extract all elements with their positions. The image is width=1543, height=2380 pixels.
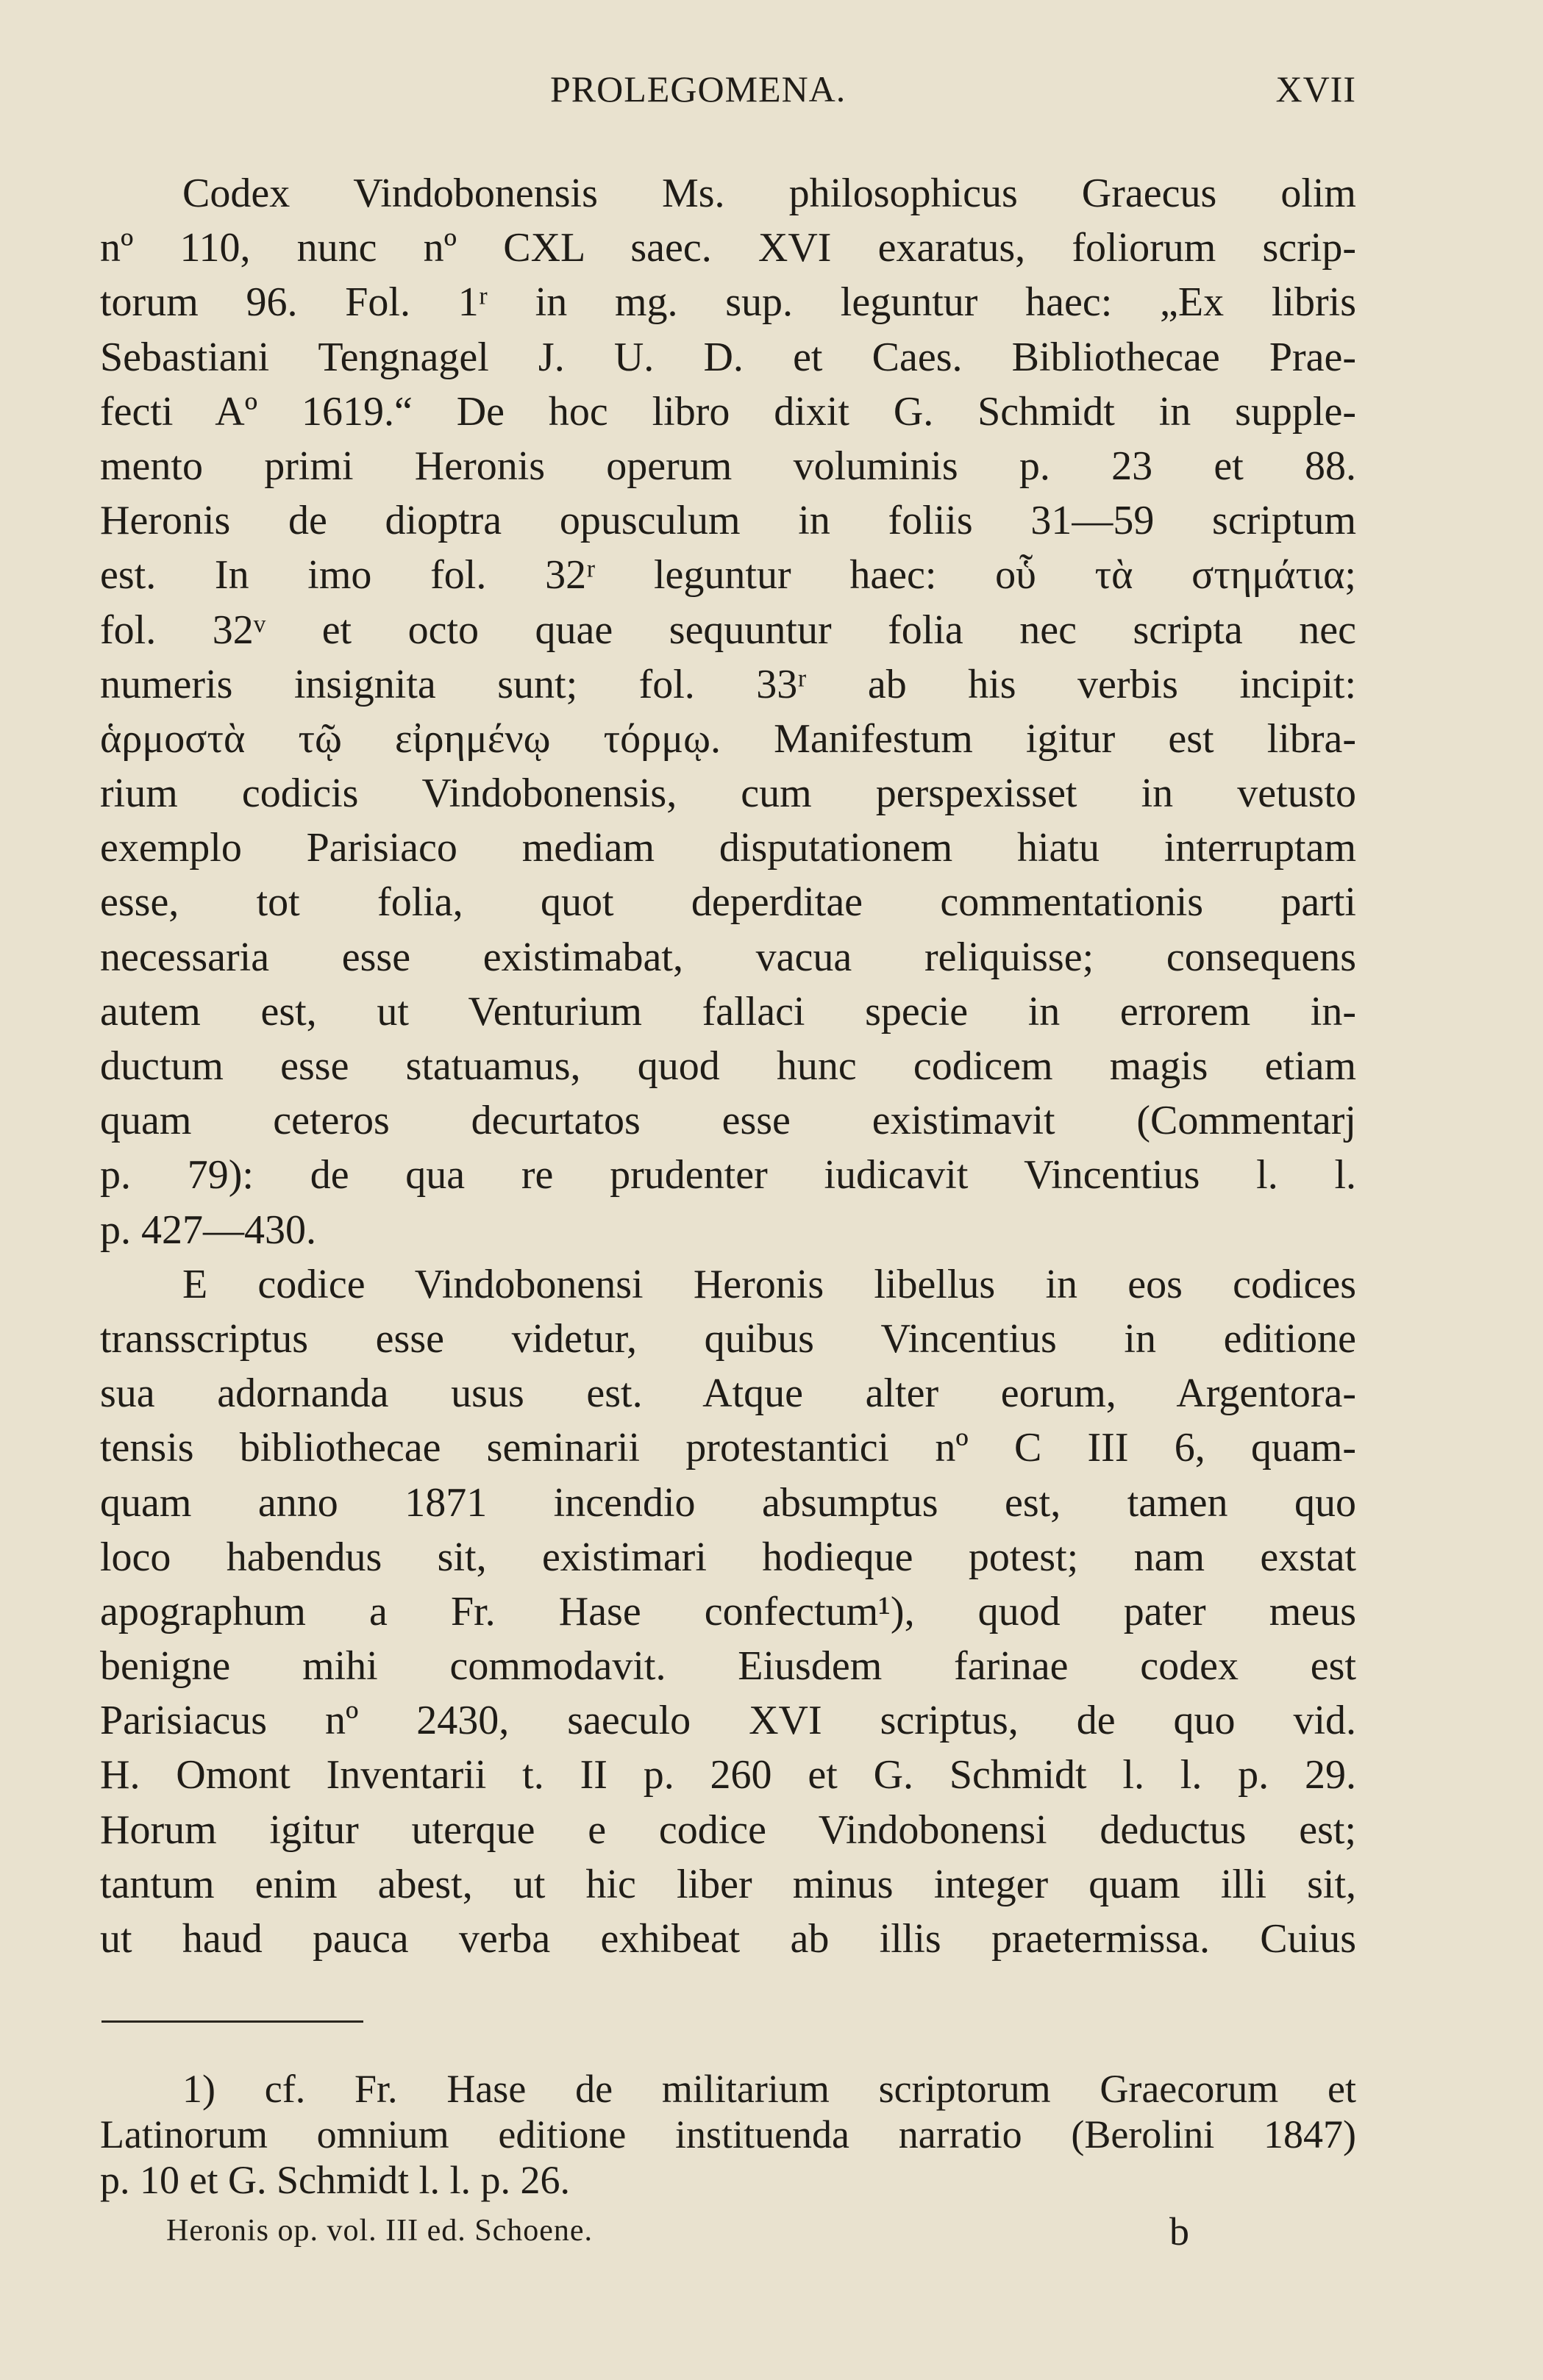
footnote-line: Latinorum omnium editione instituenda narratio (Berolini 1847) <box>100 2112 1356 2156</box>
page-number: XVII <box>1275 68 1356 110</box>
footnote-line: 1) cf. Fr. Hase de militarium scriptorum Graecorum et <box>182 2067 1356 2111</box>
text-line: benigne mihi commodavit. Eiusdem farinae codex est <box>100 1643 1356 1690</box>
text-line: Horum igitur uterque e codice Vindobonensi deductus est; <box>100 1807 1356 1853</box>
text-line: Heronis de dioptra opusculum in foliis 31—59 scriptum <box>100 498 1356 544</box>
text-line: est. In imo fol. 32ʳ leguntur haec: οὗ τὰ στημάτια; <box>100 552 1356 598</box>
text-line: Sebastiani Tengnagel J. U. D. et Caes. Bibliothecae Prae- <box>100 334 1356 380</box>
text-line: transscriptus esse videtur, quibus Vincentius in editione <box>100 1315 1356 1362</box>
text-line: quam ceteros decurtatos esse existimavit (Commentarj <box>100 1098 1356 1144</box>
text-line: fol. 32ᵛ et octo quae sequuntur folia nec scripta nec <box>100 607 1356 653</box>
text-line: esse, tot folia, quot deperditae commentationis parti <box>100 879 1356 926</box>
text-line: p. 79): de qua re prudenter iudicavit Vincentius l. l. <box>100 1152 1356 1198</box>
text-line: torum 96. Fol. 1ʳ in mg. sup. leguntur haec: „Ex libris <box>100 279 1356 326</box>
text-line: nº 110, nunc nº CXL saec. XVI exaratus, foliorum scrip- <box>100 225 1356 271</box>
text-line: mento primi Heronis operum voluminis p. 23 et 88. <box>100 443 1356 489</box>
running-title: PROLEGOMENA. <box>550 68 847 110</box>
text-line: Parisiacus nº 2430, saeculo XVI scriptus, de quo vid. <box>100 1698 1356 1744</box>
text-line: sua adornanda usus est. Atque alter eorum, Argentora- <box>100 1371 1356 1417</box>
text-line: autem est, ut Venturium fallaci specie in errorem in- <box>100 988 1356 1034</box>
text-line: necessaria esse existimabat, vacua reliquisse; consequens <box>100 934 1356 980</box>
running-head <box>101 68 1356 119</box>
text-line: p. 427—430. <box>100 1207 316 1253</box>
text-line: ductum esse statuamus, quod hunc codicem magis etiam <box>100 1043 1356 1089</box>
main-text <box>100 166 1356 1966</box>
footnote-line: p. 10 et G. Schmidt l. l. p. 26. <box>100 2158 570 2202</box>
text-line: numeris insignita sunt; fol. 33ʳ ab his verbis incipit: <box>100 661 1356 707</box>
text-line: Codex Vindobonensis Ms. philosophicus Graecus olim <box>182 171 1356 216</box>
text-line: ut haud pauca verba exhibeat ab illis praetermissa. Cuius <box>100 1916 1356 1962</box>
text-line: tensis bibliothecae seminarii protestantici nº C III 6, quam- <box>100 1425 1356 1471</box>
text-line: loco habendus sit, existimari hodieque potest; nam exstat <box>100 1534 1356 1580</box>
footnotes <box>100 2066 1356 2203</box>
text-line: H. Omont Inventarii t. II p. 260 et G. Schmidt l. l. p. 29. <box>100 1752 1356 1798</box>
text-line: apographum a Fr. Hase confectum¹), quod pater meus <box>100 1588 1356 1634</box>
text-line: fecti Aº 1619.“ De hoc libro dixit G. Schmidt in supple- <box>100 388 1356 435</box>
text-line: E codice Vindobonensi Heronis libellus in eos codices <box>182 1261 1356 1307</box>
printer-signature <box>166 2209 1190 2257</box>
text-line: ἁρμοστὰ τῷ εἰρημένῳ τόρμῳ. Manifestum igitur est libra- <box>100 715 1356 762</box>
text-line: rium codicis Vindobonensis, cum perspexisset in vetusto <box>100 771 1356 817</box>
text-line: exemplo Parisiaco mediam disputationem hiatu interruptam <box>100 825 1356 871</box>
footnote-divider <box>101 2020 363 2023</box>
signature-text: Heronis op. vol. III ed. Schoene. <box>166 2214 594 2248</box>
signature-mark: b <box>1169 2209 1190 2254</box>
text-line: quam anno 1871 incendio absumptus est, tamen quo <box>100 1479 1356 1526</box>
text-line: tantum enim abest, ut hic liber minus integer quam illi sit, <box>100 1861 1356 1907</box>
